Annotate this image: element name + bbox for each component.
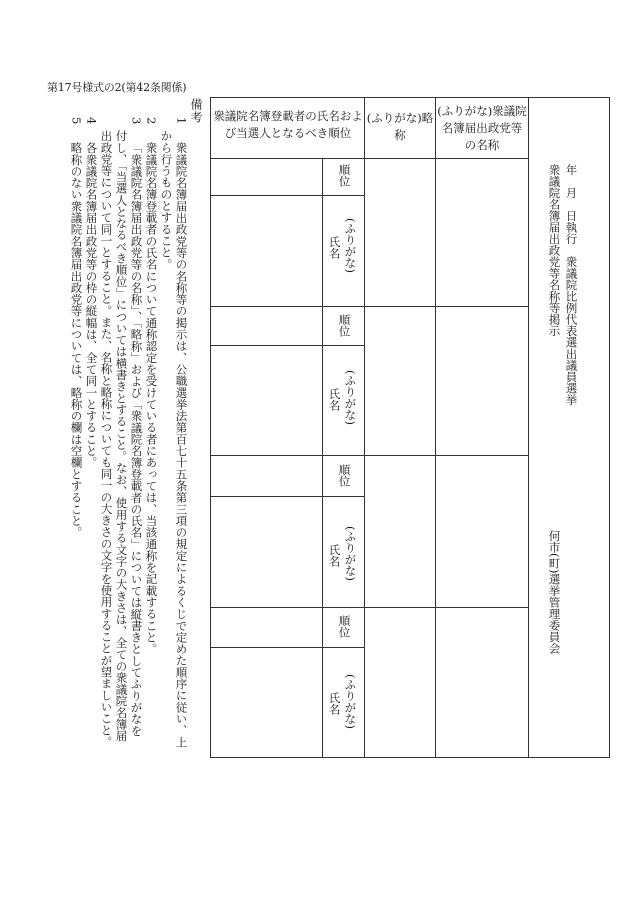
note-number: 1	[174, 117, 189, 125]
name-label-divider	[322, 158, 323, 757]
name-label: 氏名	[327, 388, 342, 411]
name-label: 氏名	[327, 236, 342, 259]
group-divider	[211, 607, 528, 608]
election-title: 年 月 日執行 衆議院比例代表選出議員選挙	[564, 164, 579, 406]
note-line: から行うものとすること。	[159, 130, 174, 270]
rank-label: 順位	[337, 164, 352, 187]
note-line: 出政党等について同一とすること。また、名称と略称についても同一の大きさの文字を使用することが望ましいこと。	[99, 130, 114, 748]
rank-label: 順位	[337, 615, 352, 638]
note-line: 付し、「当選人となるべき順位」については横書きとすること。なお、使用する文字の大きさは、全ての衆議院名簿届	[114, 130, 129, 742]
header-abbreviation: (ふりがな)略称	[366, 111, 434, 142]
note-line: 衆議院名簿登載者の氏名について通称認定を受けている者にあっては、当該通称を記載すること。	[144, 142, 159, 655]
column-divider	[435, 98, 436, 757]
note-number: 2	[144, 117, 159, 125]
name-furigana: (ふりがな)	[343, 370, 358, 425]
name-label: 氏名	[327, 544, 342, 567]
note-line: 各衆議院名簿届出政党等の枠の縦幅は、全て同一とすること。	[84, 142, 99, 469]
rank-divider	[211, 195, 364, 196]
rank-divider	[211, 647, 364, 648]
header-candidates: 衆議院名簿登載者の氏名および当選人となるべき順位	[213, 109, 363, 140]
election-committee: 何市(町)選挙管理委員会	[547, 530, 562, 654]
form-title: 第17号様式の2(第42条関係)	[47, 81, 187, 94]
rank-label: 順位	[337, 314, 352, 337]
name-label: 氏名	[327, 692, 342, 715]
note-line: 「衆議院名簿届出政党等の名称」、「略称」および「衆議院名簿登載者の氏名」については縦書きとしてふりがなを	[129, 142, 144, 737]
poster-title: 衆議院名簿届出政党等名称等掲示	[547, 164, 562, 337]
note-number: 4	[84, 117, 99, 125]
rank-divider	[211, 345, 364, 346]
header-divider	[211, 158, 528, 159]
group-divider	[211, 306, 528, 307]
rank-divider	[211, 496, 364, 497]
name-furigana: (ふりがな)	[343, 526, 358, 581]
header-party-name: (ふりがな)衆議院名簿届出政党等の名称	[437, 104, 527, 152]
group-divider	[211, 455, 528, 456]
note-line: 衆議院名簿届出政党等の名称等の掲示は、公職選挙法第百七十五条第三項の規定によるくじで定めた順序に従い、上	[174, 142, 189, 748]
note-line: 略称のない衆議院名簿届出政党等については、略称の欄は空欄とすること。	[69, 142, 84, 539]
poster-table	[210, 97, 610, 758]
rank-label: 順位	[337, 464, 352, 487]
column-divider	[528, 98, 529, 757]
column-divider	[364, 98, 365, 757]
note-number: 5	[69, 117, 84, 125]
notes-heading: 備考	[189, 98, 203, 124]
note-number: 3	[129, 117, 144, 125]
name-furigana: (ふりがな)	[343, 674, 358, 729]
name-furigana: (ふりがな)	[343, 218, 358, 273]
